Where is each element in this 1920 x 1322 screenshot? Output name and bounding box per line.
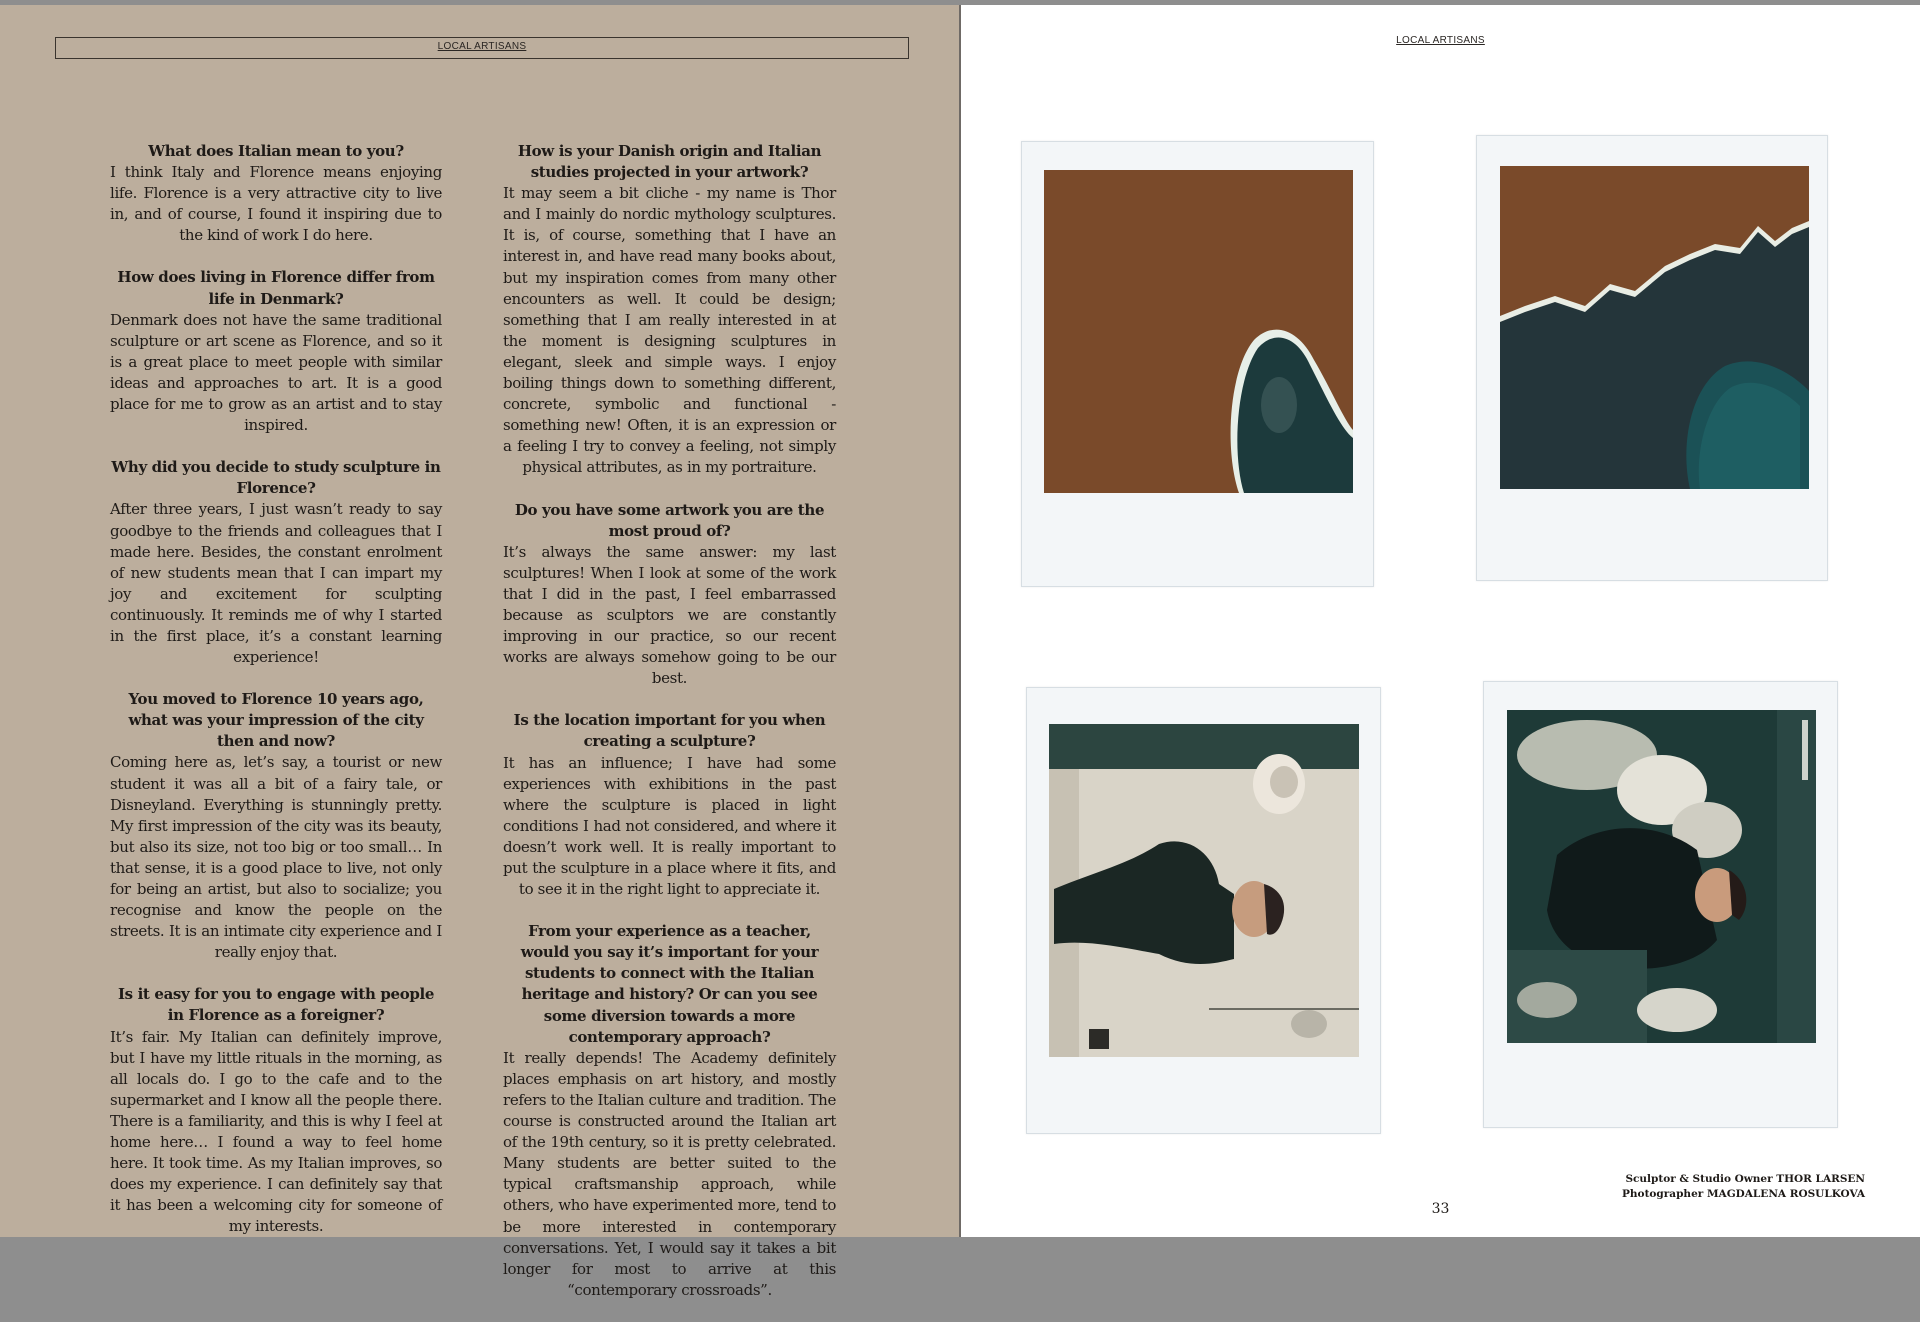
credit-photographer: Photographer MAGDALENA ROSULKOVA bbox=[1622, 1188, 1865, 1200]
question: You moved to Florence 10 years ago, what was your impression of the city then and now? bbox=[128, 690, 424, 751]
sculpture-closeup-photo bbox=[1044, 170, 1353, 493]
qa-block bbox=[503, 921, 836, 1301]
qa-block bbox=[110, 141, 442, 246]
section-header bbox=[961, 35, 1920, 46]
answer: It really depends! The Academy definitely places emphasis on art history, and mostly refers to the Italian culture and tradition. The course is constructed around the Italian art of the 19th century, so it is pretty celebrated. Many students are better suited to the typical craftsmanship approach, while others, who have experimented more, tend to be more interested in contemporary conversations. Yet, I would say it takes a bit longer for most to arrive at this “contemporary crossroads”. bbox=[503, 1048, 836, 1299]
section-header-label: LOCAL ARTISANS bbox=[1396, 35, 1485, 46]
portrait-photo-studio-sculptures bbox=[1507, 710, 1816, 1043]
question: Do you have some artwork you are the most proud of? bbox=[514, 500, 825, 540]
interview-column-1 bbox=[110, 141, 442, 1259]
question: What does Italian mean to you? bbox=[148, 142, 404, 160]
polaroid-photo-3 bbox=[1026, 687, 1381, 1134]
answer: It has an influence; I have had some experiences with exhibitions in the past where the sculpture is placed in light conditions I had not considered, and where it doesn’t work well. It is really important to put the sculpture in a place where it fits, and to see it in the right light to appreciate it. bbox=[503, 753, 836, 899]
left-page bbox=[0, 5, 960, 1299]
interview-column-2 bbox=[503, 141, 836, 1322]
question: Is it easy for you to engage with people in Florence as a foreigner? bbox=[117, 985, 435, 1025]
answer: It’s fair. My Italian can definitely improve, but I have my little rituals in the morning, as all locals do. I go to the cafe and to the supermarket and I know all the people there. There is a familiarity, and this is why I feel at home here… I found a way to feel home here. It took time. As my Italian improves, so does my experience. I can definitely say that it has been a welcoming city for someone of my interests. bbox=[110, 1027, 442, 1236]
question: How does living in Florence differ from life in Denmark? bbox=[117, 268, 435, 308]
qa-block bbox=[503, 710, 836, 900]
question: How is your Danish origin and Italian studies projected in your artwork? bbox=[517, 142, 822, 182]
photo-credits bbox=[1622, 1172, 1865, 1202]
question: Is the location important for you when creating a sculpture? bbox=[513, 711, 826, 751]
credit-sculptor: Sculptor & Studio Owner THOR LARSEN bbox=[1625, 1173, 1865, 1185]
polaroid-photo-1 bbox=[1021, 141, 1374, 587]
answer: It may seem a bit cliche - my name is Thor and I mainly do nordic mythology sculptures. It is, of course, something that I have an interest in, and have read many books about, but my inspiration comes from many other encounters as well. It could be design; something that I am really interested in at the moment is designing sculptures in elegant, sleek and simple ways. I enjoy boiling things down to something different, concrete, symbolic and functional - something new! Often, it is an expression or a feeling I try to convey a feeling, not simply physical attributes, as in my portraiture. bbox=[503, 184, 836, 477]
portrait-photo-studio-wall bbox=[1049, 724, 1359, 1057]
qa-block bbox=[503, 500, 836, 690]
qa-block bbox=[110, 267, 442, 436]
sculpture-silhouette-photo bbox=[1500, 166, 1809, 489]
section-header-box bbox=[55, 37, 909, 59]
answer: After three years, I just wasn’t ready to say goodbye to the friends and colleagues that I made here. Besides, the constant enrolment of new students mean that I can impart my joy and excitement for sculpting continuously. It reminds me of why I started in the first place, it’s a constant learning experience! bbox=[110, 500, 442, 667]
polaroid-photo-4 bbox=[1483, 681, 1838, 1128]
polaroid-photo-2 bbox=[1476, 135, 1828, 581]
page-number: 33 bbox=[1431, 1201, 1450, 1217]
qa-block bbox=[110, 689, 442, 963]
question: Why did you decide to study sculpture in Florence? bbox=[111, 458, 441, 498]
qa-block bbox=[110, 457, 442, 668]
answer: Coming here as, let’s say, a tourist or new student it was all a bit of a fairy tale, or Disneyland. Everything is stunningly pretty. My first impression of the city was its beauty, but also its size, not too big or too small… In that sense, it is a good place to live, not only for being an artist, but also to socialize; you recognise and know the people on the streets. It is an intimate city experience and I really enjoy that. bbox=[110, 753, 442, 962]
answer: It’s always the same answer: my last sculptures! When I look at some of the work that I did in the past, I feel embarrassed because as sculptors we are constantly improving in our practice, so our recent works are always somehow going to be our best. bbox=[503, 542, 836, 688]
qa-block bbox=[110, 984, 442, 1237]
answer: I think Italy and Florence means enjoying life. Florence is a very attractive city to live in, and of course, I found it inspiring due to the kind of work I do here. bbox=[110, 163, 442, 245]
question: From your experience as a teacher, would you say it’s important for your students to connect with the Italian heritage and history? Or can you see some diversion towards a more contemporary approach? bbox=[520, 922, 819, 1046]
answer: Denmark does not have the same traditional sculpture or art scene as Florence, and so it is a great place to meet people with similar ideas and approaches to art. It is a good place for me to grow as an artist and to stay inspired. bbox=[110, 310, 442, 435]
qa-block bbox=[503, 141, 836, 479]
section-header-label: LOCAL ARTISANS bbox=[437, 41, 527, 52]
right-page bbox=[961, 5, 1920, 1237]
